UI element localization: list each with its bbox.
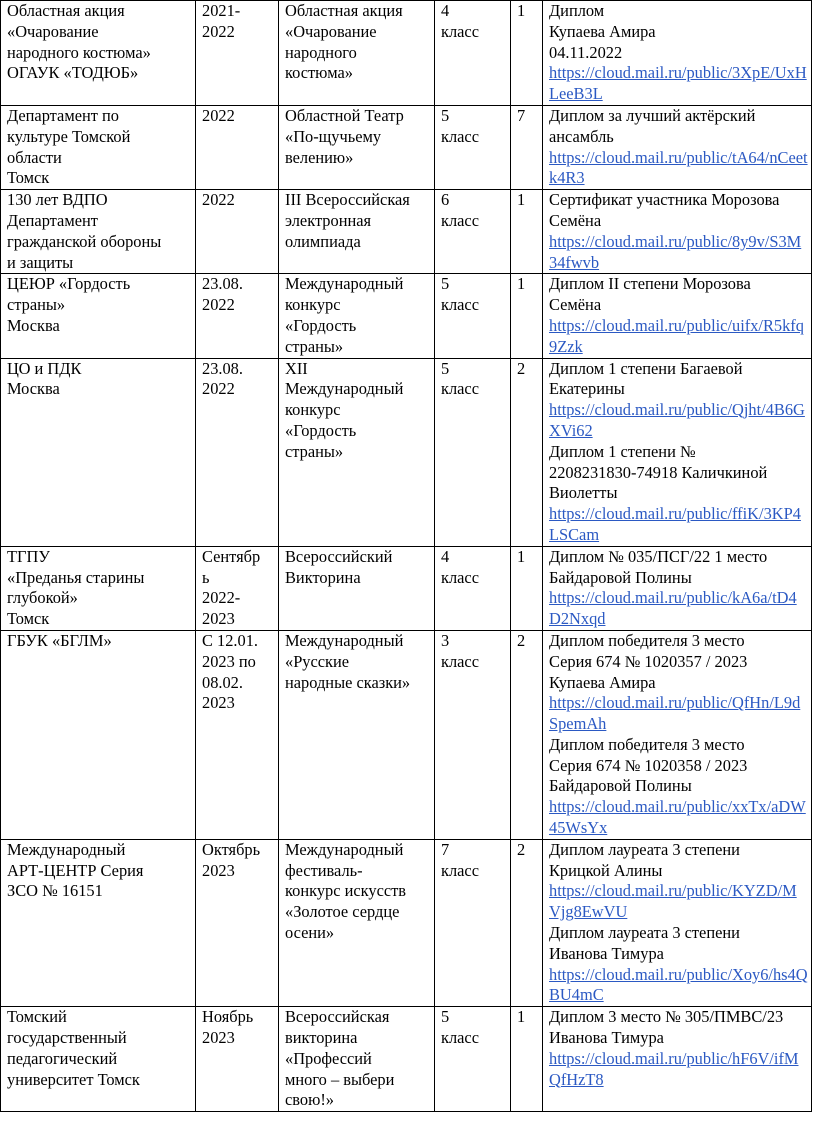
award-title: Диплом 1 степени № 2208231830-74918 Каличкиной Виолетты [549, 441, 768, 503]
date-cell [196, 1007, 279, 1112]
event-cell [279, 358, 435, 546]
award-link[interactable]: https://cloud.mail.ru/public/xxTx/aDW45WsYx [549, 797, 806, 838]
table-row [1, 358, 812, 546]
event-cell [279, 274, 435, 358]
organizer-cell [1, 630, 196, 839]
grade-cell-text: 5 класс [441, 274, 479, 315]
grade-cell [435, 1007, 511, 1112]
participants-count-cell [511, 839, 543, 1006]
event-cell [279, 105, 435, 189]
award-title: Диплом лауреата 3 степени Иванова Тимура [549, 923, 740, 963]
award-link[interactable]: https://cloud.mail.ru/public/QfHn/L9dSpemAh [549, 693, 801, 734]
table-row [1, 274, 812, 358]
award-link[interactable]: https://cloud.mail.ru/public/tA64/nCeetk4R3 [549, 147, 808, 188]
result-cell [543, 546, 812, 630]
event-cell-text: Международный фестиваль- конкурс искусств «Золотое сердце осени» [285, 839, 407, 943]
award-entry [549, 442, 808, 546]
table-row [1, 1, 812, 106]
award-title: Диплом лауреата 3 степени Крицкой Алины [549, 839, 740, 880]
award-link[interactable]: https://cloud.mail.ru/public/KYZD/MVjg8EwVU [549, 881, 797, 922]
date-cell-text: 23.08. 2022 [202, 358, 243, 399]
organizer-cell [1, 839, 196, 1006]
award-link[interactable]: https://cloud.mail.ru/public/ffiK/3KP4LSCam [549, 504, 801, 544]
organizer-cell [1, 105, 196, 189]
award-title: Сертификат участника Морозова Семёна [549, 190, 780, 230]
grade-cell-text: 4 класс [441, 1, 479, 41]
participants-count-cell-text: 2 [517, 630, 526, 650]
participants-count-cell-text: 7 [517, 105, 526, 125]
awards-table-body [1, 1, 812, 1112]
date-cell-text: Октябрь 2023 [202, 839, 261, 880]
award-link[interactable]: https://cloud.mail.ru/public/Qjht/4B6GXVi62 [549, 400, 805, 440]
participants-count-cell-text: 1 [517, 1, 526, 20]
award-entry [549, 923, 808, 1006]
award-title: Диплом победителя 3 место Серия 674 № 1020357 / 2023 Купаева Амира [549, 630, 748, 692]
grade-cell [435, 274, 511, 358]
date-cell [196, 274, 279, 358]
date-cell-text: 2022 [202, 190, 235, 210]
participants-count-cell-text: 1 [517, 190, 526, 210]
organizer-cell [1, 546, 196, 630]
grade-cell-text: 6 класс [441, 190, 479, 230]
participants-count-cell [511, 1, 543, 106]
award-title: Диплом № 035/ПСГ/22 1 место Байдаровой Полины [549, 546, 768, 587]
award-entry [549, 1007, 808, 1090]
date-cell-text: С 12.01. 2023 по 08.02. 2023 [202, 630, 259, 713]
award-title: Диплом 1 степени Багаевой Екатерины [549, 358, 743, 399]
date-cell [196, 839, 279, 1006]
participants-count-cell-text: 1 [517, 1007, 526, 1027]
award-link[interactable]: https://cloud.mail.ru/public/uifx/R5kfq9Zzk [549, 315, 804, 356]
grade-cell-text: 5 класс [441, 1007, 479, 1048]
event-cell [279, 546, 435, 630]
award-entry [549, 735, 808, 839]
organizer-cell-text: Томский государственный педагогический университет Томск [7, 1007, 140, 1089]
event-cell [279, 1007, 435, 1112]
date-cell [196, 630, 279, 839]
date-cell-text: 2022 [202, 105, 235, 125]
organizer-cell-text: ЦО и ПДК Москва [7, 358, 82, 399]
date-cell-text: 23.08. 2022 [202, 274, 243, 315]
award-entry [549, 106, 808, 189]
event-cell [279, 839, 435, 1006]
participants-count-cell [511, 105, 543, 189]
table-row [1, 546, 812, 630]
result-cell [543, 274, 812, 358]
event-cell-text: Международный конкурс «Гордость страны» [285, 274, 404, 356]
organizer-cell-text: ТГПУ «Преданья старины глубокой» Томск [7, 546, 145, 629]
event-cell [279, 190, 435, 274]
grade-cell [435, 1, 511, 106]
organizer-cell-text: Международный АРТ-ЦЕНТР Серия ЗСО № 16151 [7, 839, 144, 901]
participants-count-cell-text: 1 [517, 546, 526, 566]
grade-cell [435, 190, 511, 274]
table-row [1, 1007, 812, 1112]
table-row [1, 190, 812, 274]
participants-count-cell-text: 2 [517, 358, 526, 378]
organizer-cell [1, 1, 196, 106]
organizer-cell [1, 358, 196, 546]
result-cell [543, 358, 812, 546]
award-link[interactable]: https://cloud.mail.ru/public/8y9v/S3M34fwvb [549, 231, 802, 272]
grade-cell-text: 5 класс [441, 105, 479, 146]
grade-cell-text: 5 класс [441, 358, 479, 399]
date-cell [196, 358, 279, 546]
grade-cell-text: 4 класс [441, 546, 479, 587]
organizer-cell-text: 130 лет ВДПО Департамент гражданской обороны и защиты [7, 190, 162, 272]
grade-cell [435, 546, 511, 630]
table-row [1, 839, 812, 1006]
organizer-cell-text: ГБУК «БГЛМ» [7, 630, 112, 650]
event-cell-text: Областная акция «Очарование народного костюма» [285, 1, 403, 83]
result-cell [543, 630, 812, 839]
award-entry [549, 190, 808, 273]
date-cell [196, 1, 279, 106]
result-cell [543, 1, 812, 106]
event-cell [279, 1, 435, 106]
result-cell [543, 105, 812, 189]
organizer-cell [1, 274, 196, 358]
grade-cell [435, 839, 511, 1006]
table-row [1, 630, 812, 839]
award-entry [549, 1, 808, 105]
award-link[interactable]: https://cloud.mail.ru/public/hF6V/ifMQfHzT8 [549, 1048, 799, 1089]
event-cell-text: Всероссийская викторина «Профессий много – выбери свою!» [285, 1007, 395, 1110]
award-link[interactable]: https://cloud.mail.ru/public/Xoy6/hs4QBU4mC [549, 964, 808, 1005]
participants-count-cell [511, 546, 543, 630]
grade-cell [435, 630, 511, 839]
date-cell-text: Ноябрь 2023 [202, 1007, 254, 1048]
result-cell [543, 1007, 812, 1112]
award-entry [549, 359, 808, 442]
event-cell-text: XII Международный конкурс «Гордость страны» [285, 358, 404, 461]
event-cell-text: Областной Театр «По-щучьему велению» [285, 105, 404, 167]
date-cell [196, 105, 279, 189]
award-link[interactable]: https://cloud.mail.ru/public/3XpE/UxHLeeB3L [549, 63, 807, 104]
award-entry [549, 547, 808, 630]
date-cell-text: 2021- 2022 [202, 1, 241, 41]
date-cell-text: Сентябр ь 2022- 2023 [202, 546, 261, 629]
table-row [1, 105, 812, 189]
grade-cell [435, 358, 511, 546]
organizer-cell-text: ЦЕЮР «Гордость страны» Москва [7, 274, 131, 335]
participants-count-cell [511, 190, 543, 274]
participants-count-cell-text: 2 [517, 839, 526, 859]
grade-cell [435, 105, 511, 189]
date-cell [196, 190, 279, 274]
award-title: Диплом 3 место № 305/ПМВС/23 Иванова Тимура [549, 1007, 784, 1048]
organizer-cell [1, 190, 196, 274]
result-cell [543, 190, 812, 274]
award-title: Диплом победителя 3 место Серия 674 № 1020358 / 2023 Байдаровой Полины [549, 734, 748, 796]
date-cell [196, 546, 279, 630]
grade-cell-text: 3 класс [441, 630, 479, 671]
organizer-cell-text: Департамент по культуре Томской области Томск [7, 105, 131, 188]
award-entry [549, 274, 808, 357]
event-cell-text: Всероссийский Викторина [285, 546, 393, 587]
organizer-cell-text: Областная акция «Очарование народного костюма» ОГАУК «ТОДЮБ» [7, 1, 151, 83]
grade-cell-text: 7 класс [441, 839, 479, 880]
participants-count-cell [511, 630, 543, 839]
event-cell-text: Международный «Русские народные сказки» [285, 630, 411, 692]
award-title: Диплом за лучший актёрский ансамбль [549, 105, 756, 146]
result-cell [543, 839, 812, 1006]
participants-count-cell-text: 1 [517, 274, 526, 294]
event-cell-text: III Всероссийская электронная олимпиада [285, 190, 410, 251]
event-cell [279, 630, 435, 839]
participants-count-cell [511, 1007, 543, 1112]
award-entry [549, 840, 808, 923]
participants-count-cell [511, 274, 543, 358]
award-link[interactable]: https://cloud.mail.ru/public/kA6a/tD4D2Nxqd [549, 588, 797, 629]
award-title: Диплом Купаева Амира 04.11.2022 [549, 1, 656, 62]
award-title: Диплом II степени Морозова Семёна [549, 274, 751, 315]
award-entry [549, 631, 808, 735]
organizer-cell [1, 1007, 196, 1112]
participants-count-cell [511, 358, 543, 546]
